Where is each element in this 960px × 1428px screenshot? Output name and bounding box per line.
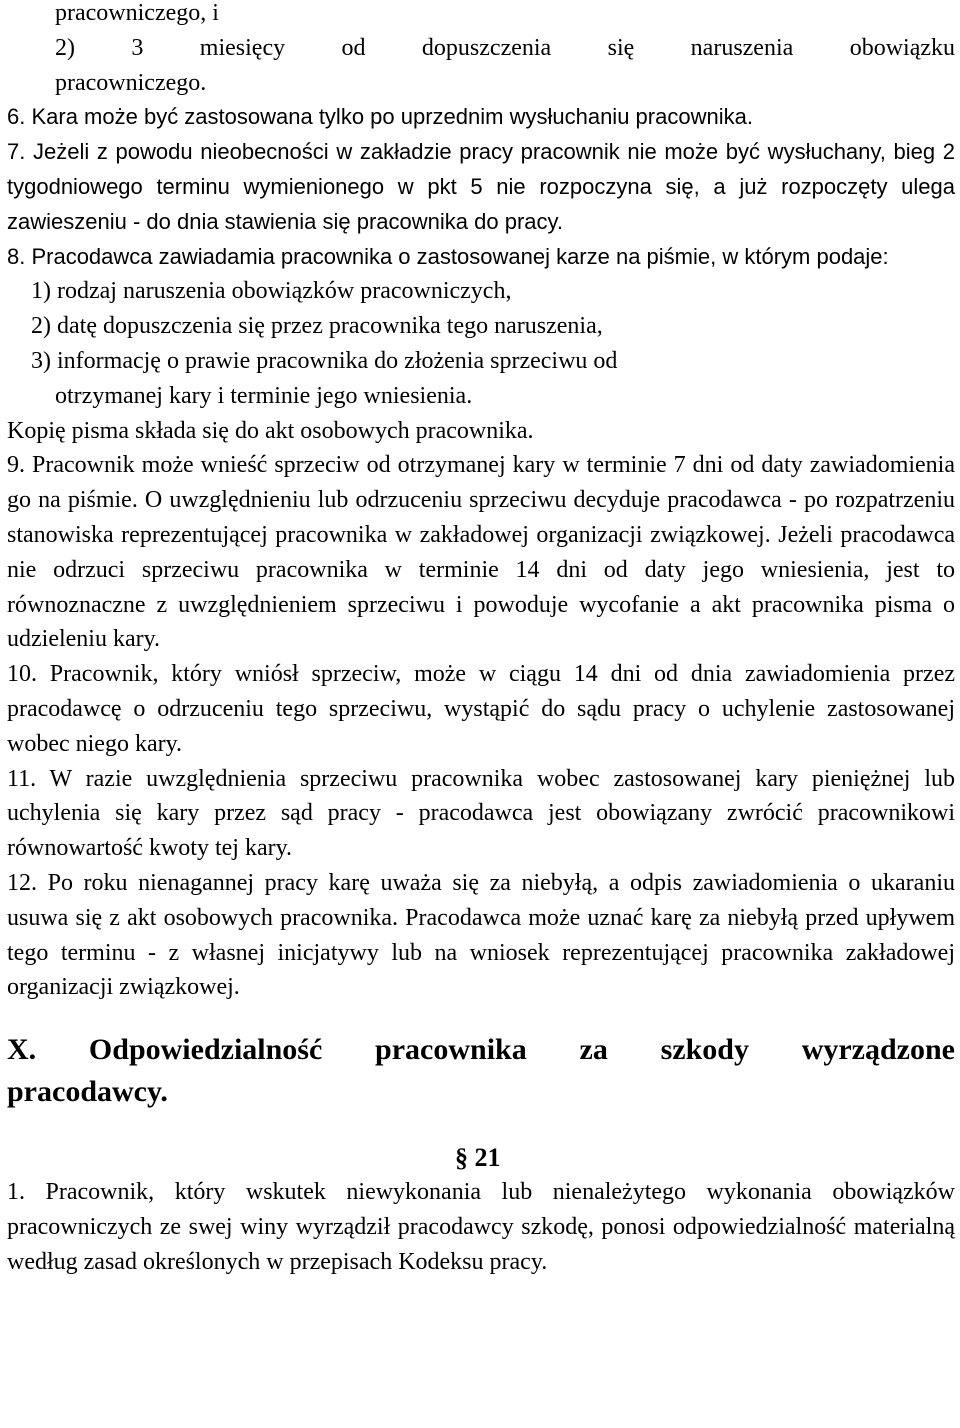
section-number: § 21 xyxy=(455,1143,501,1173)
point-10: 10. Pracownik, który wniósł sprzeciw, może w ciągu 14 dni od dnia zawiadomienia przez pracodawcę o odrzuceniu tego sprzeciwu, wystąpić do sądu pracy o uchylenie zastosowanej wobec niego kary. xyxy=(7,661,955,757)
point-8-item-1: 1) rodzaj naruszenia obowiązków pracowniczych, xyxy=(31,278,512,305)
point-8-item-3a: 3) informację o prawie pracownika do złożenia sprzeciwu od xyxy=(31,347,618,374)
point-6: 6. Kara może być zastosowana tylko po uprzednim wysłuchaniu pracownika. xyxy=(7,104,753,130)
point-8: 8. Pracodawca zawiadamia pracownika o zastosowanej karze na piśmie, w którym podaje: xyxy=(7,243,889,269)
point-8-item-2: 2) datę dopuszczenia się przez pracownika tego naruszenia, xyxy=(31,313,603,340)
chapter-heading xyxy=(7,1029,955,1113)
chapter-heading-line-2: pracodawcy. xyxy=(7,1075,168,1109)
document-page xyxy=(7,0,955,1280)
text-line-3: pracowniczego. xyxy=(55,69,207,96)
text-line-1: pracowniczego, i xyxy=(55,0,219,26)
point-12: 12. Po roku nienagannej pracy karę uważa się za niebyłą, a odpis zawiadomienia o ukaraniu usuwa się z akt osobowych pracownika. Pracodawca może uznać karę za niebyłą przed upływem tego terminu - z własnej inicjatywy lub na wniosek reprezentującej pracownika zakładowej organizacji związkowej. xyxy=(7,869,955,1001)
spacer xyxy=(7,1113,955,1141)
point-8-item-3b: otrzymanej kary i terminie jego wniesienia. xyxy=(55,382,473,409)
point-11: 11. W razie uwzględnienia sprzeciwu pracownika wobec zastosowanej kary pieniężnej lub uchylenia się kary przez sąd pracy - pracodawca jest obowiązany zwrócić pracownikowi równowartość kwoty tej kary. xyxy=(7,765,955,862)
spacer xyxy=(7,1005,955,1029)
chapter-heading-line-1: X. Odpowiedzialność pracownika za szkody wyrządzone xyxy=(7,1033,955,1067)
text-line-2: 2) 3 miesięcy od dopuszczenia się naruszenia obowiązku xyxy=(55,34,955,61)
point-9: 9. Pracownik może wnieść sprzeciw od otrzymanej kary w terminie 7 dni od daty zawiadomienia go na piśmie. O uwzględnieniu lub odrzuceniu sprzeciwu decyduje pracodawca - po rozpatrzeniu stanowiska reprezentującej pracownika w zakładowej organizacji związkowej. Jeżeli pracodawca nie odrzuci sprzeciwu pracownika w terminie 14 dni od daty jego wniesienia, jest to równoznaczne z uwzględnieniem sprzeciwu i powoduje wycofanie a akt pracownika pisma o udzieleniu kary. xyxy=(7,452,955,653)
section-21-point-1: 1. Pracownik, który wskutek niewykonania lub nienależytego wykonania obowiązków pracowniczych ze swej winy wyrządził pracodawcy szkodę, ponosi odpowiedzialność materialną według zasad określonych w przepisach Kodeksu pracy. xyxy=(7,1179,955,1275)
point-8-copy-note: Kopię pisma składa się do akt osobowych pracownika. xyxy=(7,417,534,444)
point-7: 7. Jeżeli z powodu nieobecności w zakładzie pracy pracownik nie może być wysłuchany, bieg 2 tygodniowego terminu wymienionego w pkt 5 nie rozpoczyna się, a już rozpoczęty ulega zawieszeniu - do dnia stawienia się pracownika do pracy. xyxy=(7,139,955,234)
